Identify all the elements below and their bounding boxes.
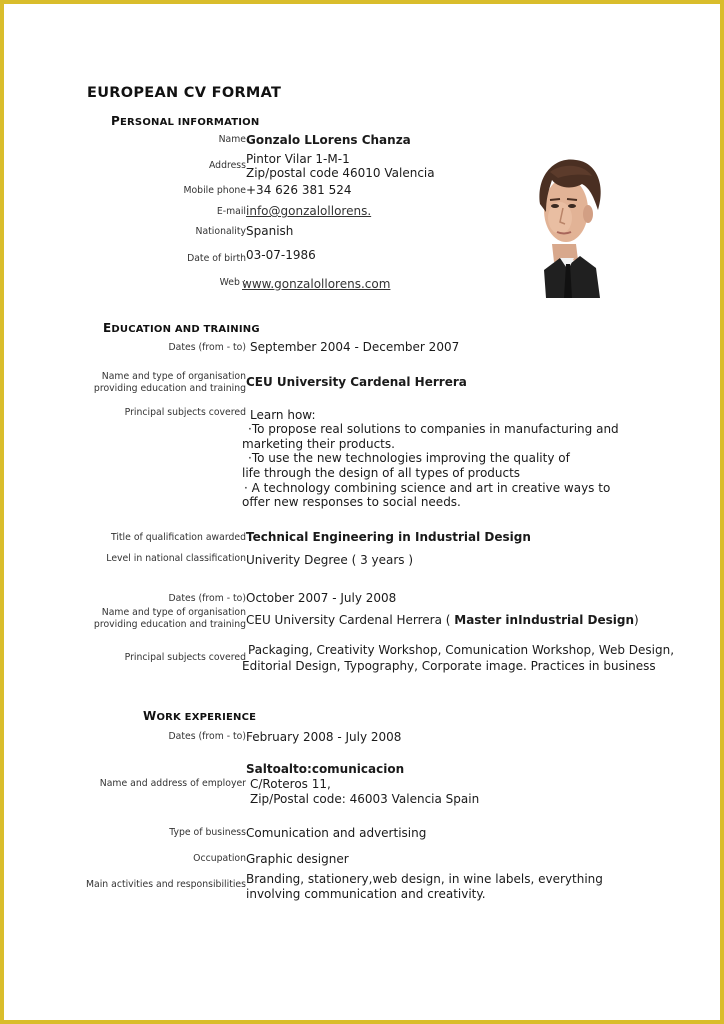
address-label: Address	[208, 160, 246, 171]
email-label: E-mail	[216, 206, 246, 217]
edu1-org-label-line-1: Name and type of organisation	[101, 371, 246, 382]
business-value: Comunication and advertising	[246, 826, 427, 840]
document-title: EUROPEAN CV FORMAT	[87, 85, 282, 101]
edu1-dates-label: Dates (from - to)	[168, 342, 246, 353]
edu1-qualification-value: Technical Engineering in Industrial Design	[246, 530, 531, 544]
edu2-dates-label: Dates (from - to)	[168, 593, 246, 604]
section-heading-work: WORK EXPERIENCE	[143, 709, 257, 723]
edu1-subject-line-4: ·To use the new technologies improving the quality of	[248, 451, 570, 465]
activities-line-2: involving communication and creativity.	[246, 887, 486, 901]
edu1-org-label-line-2: providing education and training	[93, 383, 246, 394]
edu1-dates-value: September 2004 - December 2007	[250, 340, 460, 354]
work-dates-label: Dates (from - to)	[168, 731, 246, 742]
cv-page	[4, 4, 720, 1020]
edu2-subjects-label: Principal subjects covered	[124, 652, 246, 663]
occupation-value: Graphic designer	[246, 852, 349, 866]
nationality-label: Nationality	[195, 226, 246, 237]
web-link[interactable]: www.gonzalollorens.com	[242, 277, 391, 291]
address-line-2: Zip/postal code 46010 Valencia	[246, 166, 435, 180]
nationality-value: Spanish	[246, 224, 294, 238]
business-label: Type of business	[169, 827, 246, 838]
edu1-subjects-label: Principal subjects covered	[124, 407, 246, 418]
section-heading-education: EDUCATION AND TRAINING	[103, 321, 260, 335]
portrait-photo	[530, 152, 606, 298]
activities-line-1: Branding, stationery,web design, in wine labels, everything	[246, 872, 603, 886]
address-line-1: Pintor Vilar 1-M-1	[246, 152, 350, 166]
mobile-value: +34 626 381 524	[246, 183, 352, 197]
edu1-subject-line-6: · A technology combining science and art in creative ways to	[244, 481, 611, 495]
employer-label: Name and address of employer	[99, 778, 246, 789]
edu2-org-suffix: )	[634, 613, 639, 627]
name-value: Gonzalo LLorens Chanza	[246, 133, 411, 147]
edu2-org-prefix: CEU University Cardenal Herrera (	[246, 613, 451, 627]
edu2-org-label-line-2: providing education and training	[93, 619, 246, 630]
edu2-org-value	[246, 613, 639, 628]
edu1-org-value: CEU University Cardenal Herrera	[246, 375, 467, 389]
edu1-subject-line-2: ·To propose real solutions to companies in manufacturing and	[248, 422, 619, 436]
web-label: Web :	[219, 277, 246, 288]
section-heading-personal: PERSONAL INFORMATION	[111, 114, 260, 128]
edu1-subject-line-7: offer new responses to social needs.	[242, 495, 461, 509]
activities-label: Main activities and responsibilities	[86, 879, 246, 890]
edu1-subject-line-3: marketing their products.	[242, 437, 395, 451]
mobile-label: Mobile phone	[183, 185, 246, 196]
edu1-level-label: Level in national classification	[106, 553, 246, 564]
occupation-label: Occupation	[193, 853, 246, 864]
dob-value: 03-07-1986	[246, 248, 316, 262]
dob-label: Date of birth	[187, 253, 246, 264]
edu1-qualification-label: Title of qualification awarded	[110, 532, 246, 543]
edu2-subject-line-2: Editorial Design, Typography, Corporate image. Practices in business	[242, 659, 656, 673]
email-link[interactable]: info@gonzalollorens.	[246, 204, 372, 218]
edu2-subject-line-1: Packaging, Creativity Workshop, Comunication Workshop, Web Design,	[248, 643, 675, 657]
employer-address-line-2: Zip/Postal code: 46003 Valencia Spain	[250, 792, 480, 806]
edu2-dates-value: October 2007 - July 2008	[246, 591, 397, 605]
work-dates-value: February 2008 - July 2008	[246, 730, 402, 744]
edu2-org-label-line-1: Name and type of organisation	[101, 607, 246, 618]
name-label: Name	[218, 134, 246, 145]
edu1-level-value: Univerity Degree ( 3 years )	[246, 553, 414, 567]
edu1-subject-line-1: Learn how:	[250, 408, 316, 422]
employer-name: Saltoalto:comunicacion	[246, 762, 405, 776]
edu1-subject-line-5: life through the design of all types of products	[242, 466, 521, 480]
employer-address-line-1: C/Roteros 11,	[250, 777, 331, 791]
edu2-org-degree: Master inIndustrial Design	[454, 613, 635, 627]
